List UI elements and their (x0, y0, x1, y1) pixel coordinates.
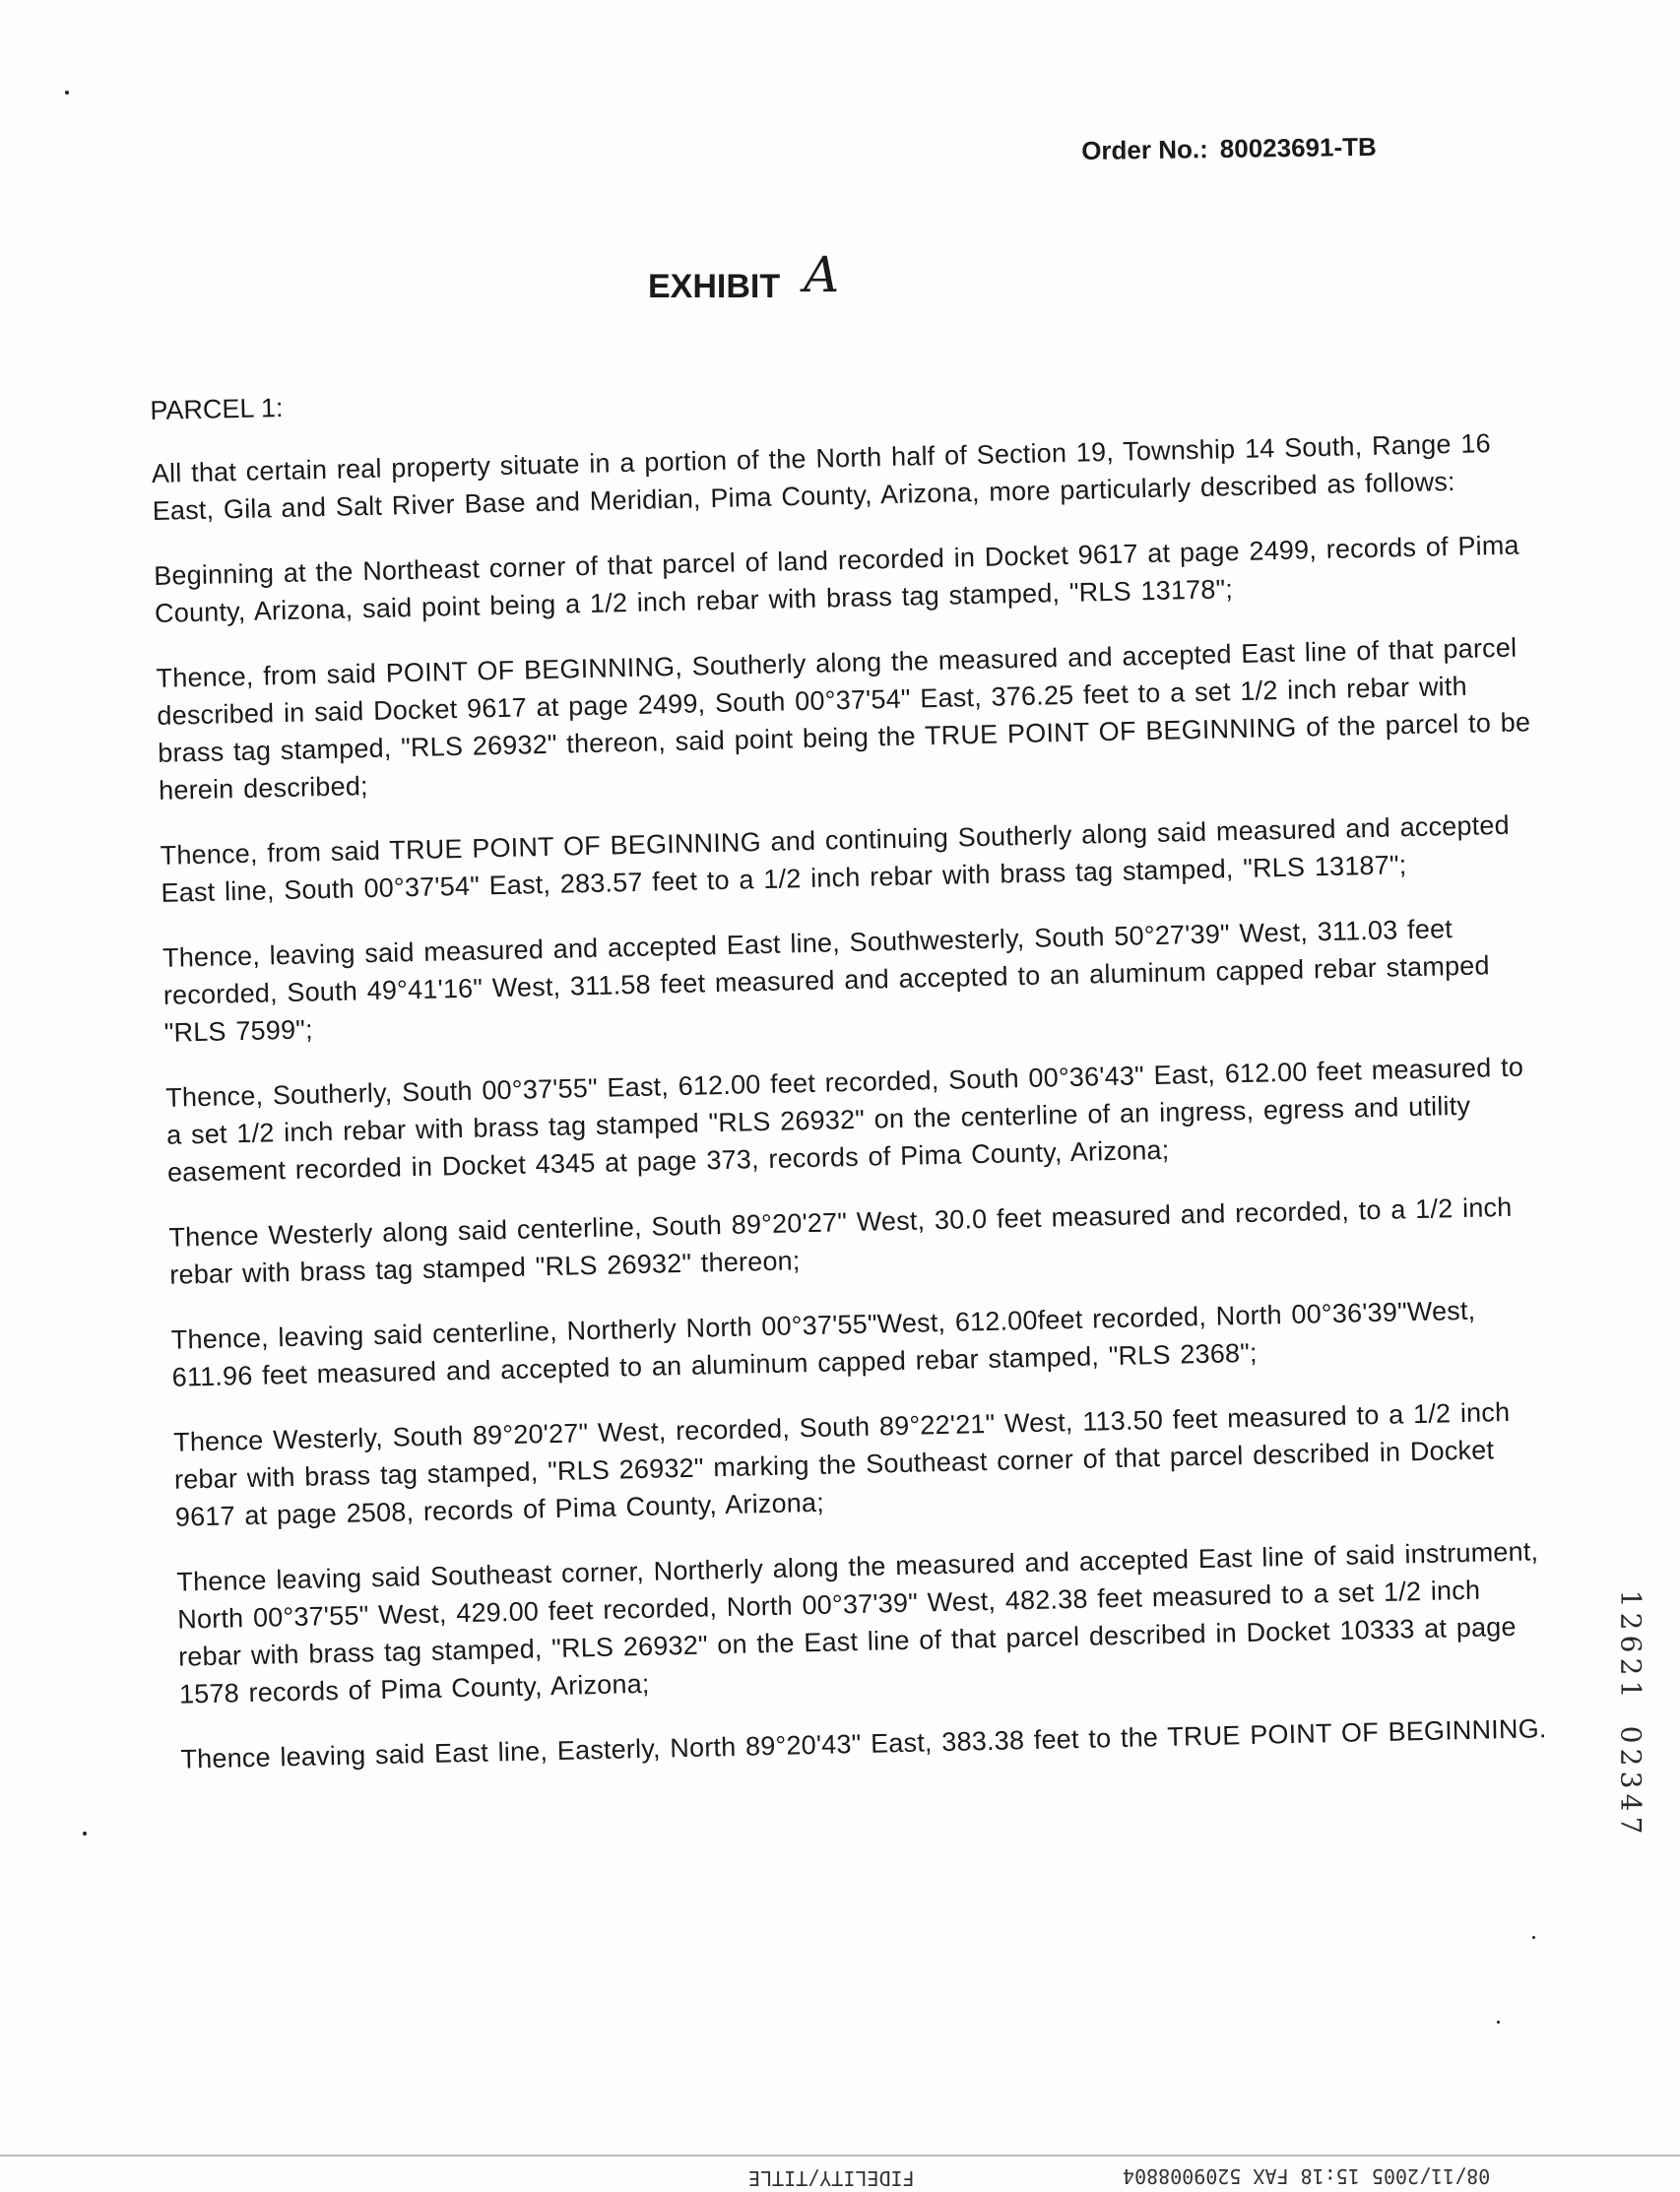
paragraph-closing: Thence leaving said East line, Easterly, North 89°20'43" East, 383.38 feet to the TRUE POINT OF BEGINNING. (180, 1713, 1547, 1774)
exhibit-letter: A (804, 246, 840, 303)
legal-description (150, 360, 1555, 1805)
stamp-digit: 2 (1614, 1748, 1648, 1767)
scan-speck (1497, 2021, 1500, 2024)
stamp-digit: 3 (1614, 1771, 1648, 1789)
page-bottom-edge (0, 2155, 1680, 2157)
stamp-digit: 7 (1614, 1816, 1648, 1835)
paragraph-course: Thence, leaving said measured and accepted East line, Southwesterly, South 50°27'39" West, 311.03 feet recorded, South 49°41'16" West, 311.58 feet measured and accepted to an aluminum capped rebar stamped "RLS 7599"; (162, 914, 1490, 1048)
scan-speck (65, 91, 69, 95)
recording-stamp (1614, 1587, 1648, 1837)
paragraph-course: Thence Westerly along said centerline, South 89°20'27" West, 30.0 feet measured and recorded, to a 1/2 inch rebar with brass tag stamped "RLS 26932" thereon; (168, 1192, 1513, 1290)
parcel-heading: PARCEL 1: (150, 392, 284, 425)
order-number-line (1081, 132, 1377, 166)
stamp-digit: 6 (1614, 1635, 1648, 1653)
paragraph-course: Thence leaving said Southeast corner, Northerly along the measured and accepted East line of said instrument, North 00°37'55" West, 429.00 feet recorded, North 00°37'39" West, 482.38 feet measured to a set 1/2 inch rebar with brass tag stamped, "RLS 26932" on the East line of that parcel described in Docket 10333 at page 1578 records of Pima County, Arizona; (176, 1536, 1539, 1709)
scan-speck (83, 1832, 87, 1836)
order-number-label: Order No.: (1081, 134, 1208, 165)
stamp-digit: 4 (1614, 1793, 1648, 1812)
paragraph-course: Thence, from said POINT OF BEGINNING, Southerly along the measured and accepted East line of that parcel described in said Docket 9617 at page 2499, South 00°37'54" East, 376.25 feet to a set 1/2 inch rebar with brass tag stamped, "RLS 26932" thereon, said point being the TRUE POINT OF BEGINNING of the parcel to be herein described; (156, 632, 1531, 806)
scan-speck (1532, 1936, 1535, 1939)
paragraph-intro: All that certain real property situate in a portion of the North half of Section 19, Township 14 South, Range 16 East, Gila and Salt River Base and Meridian, Pima County, Arizona, more particularly described as follows: (151, 428, 1492, 526)
paragraph-course: Thence, Southerly, South 00°37'55" East, 612.00 feet recorded, South 00°36'43" East, 612.00 feet measured to a set 1/2 inch rebar with brass tag stamped "RLS 26932" on the centerline of an ingress, egress and utility easement recorded in Docket 4345 at page 373, records of Pima County, Arizona; (164, 1052, 1524, 1188)
exhibit-title (648, 246, 840, 309)
paragraph-course: Thence, leaving said centerline, Northerly North 00°37'55"West, 612.00feet recorded, North 00°36'39"West, 611.96 feet measured and accepted to an aluminum capped rebar stamped, "RLS 2368"; (170, 1295, 1476, 1392)
stamp-digit: 1 (1614, 1589, 1648, 1608)
stamp-digit: 2 (1614, 1657, 1648, 1676)
fax-company: FIDELITY/TITLE (748, 2166, 915, 2190)
stamp-digit: 0 (1614, 1725, 1648, 1744)
paragraph-course: Thence, from said TRUE POINT OF BEGINNING and continuing Southerly along said measured and accepted East line, South 00°37'54" East, 283.57 feet to a 1/2 inch rebar with brass tag stamped, "RLS 13187"; (160, 809, 1511, 908)
stamp-digit: 1 (1614, 1680, 1648, 1699)
exhibit-label: EXHIBIT (648, 268, 781, 305)
fax-header-strip (0, 2162, 1680, 2192)
fax-transmission-line: 08/11/2005 15:18 FAX 5209008804 (1123, 2164, 1491, 2188)
paragraph-beginning: Beginning at the Northeast corner of that parcel of land recorded in Docket 9617 at page 2499, records of Pima County, Arizona, said point being a 1/2 inch rebar with brass tag stamped, "RLS 13178"; (153, 530, 1520, 628)
order-number-value: 80023691-TB (1219, 131, 1377, 164)
paragraph-course: Thence Westerly, South 89°20'27" West, recorded, South 89°22'21" West, 113.50 feet measured to a 1/2 inch rebar with brass tag stamped, "RLS 26932" marking the Southeast corner of that parcel described in Docket 9617 at page 2508, records of Pima County, Arizona; (172, 1396, 1511, 1532)
stamp-digit: 2 (1614, 1612, 1648, 1631)
